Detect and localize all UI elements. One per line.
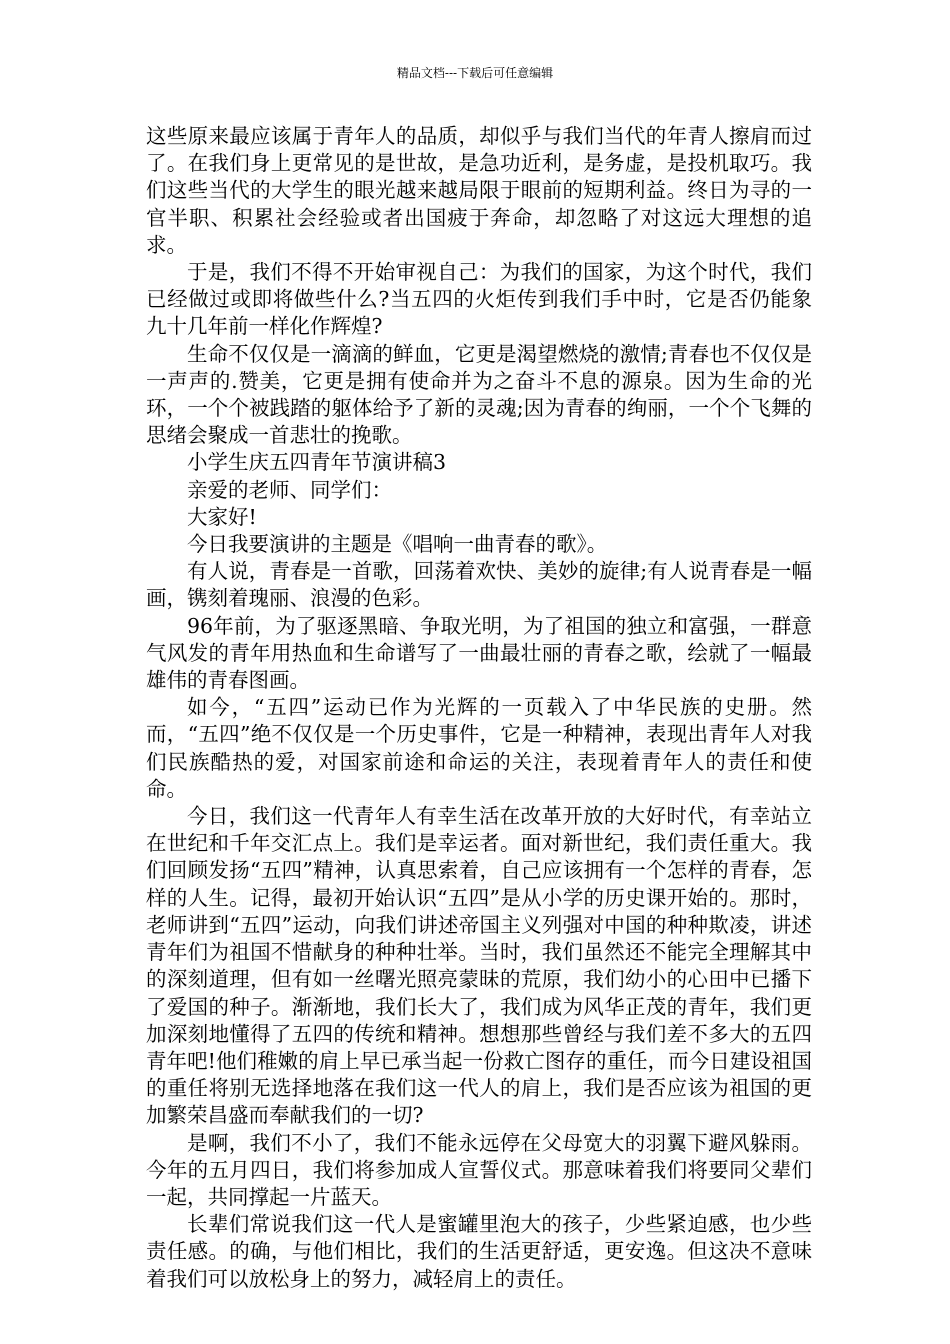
paragraph-elders: 长辈们常说我们这一代人是蜜罐里泡大的孩子，少些紧迫感，也少些责任感。的确，与他们相比，我们的生活更舒适，更安逸。但这决不意味着我们可以放松身上的努力，减轻肩上的责任。 bbox=[146, 1212, 812, 1291]
document-body bbox=[146, 123, 812, 1293]
paragraph-topic: 今日我要演讲的主题是《唱响一曲青春的歌》。 bbox=[187, 532, 608, 557]
speech-title: 小学生庆五四青年节演讲稿3 bbox=[187, 450, 447, 475]
page-header: 精品文档---下载后可任意编辑 bbox=[396, 66, 554, 80]
paragraph-may-fourth: 如今，“五四”运动已作为光辉的一页载入了中华民族的史册。然而，“五四”绝不仅仅是一个历史事件，它是一种精神，表现出青年人对我们民族酷热的爱，对国家前途和命运的关注，表现着青年人的责任和使命。 bbox=[146, 695, 812, 801]
paragraph-youth-song: 有人说，青春是一首歌，回荡着欢快、美妙的旋律;有人说青春是一幅画，镌刻着瑰丽、浪漫的色彩。 bbox=[146, 559, 812, 611]
paragraph-2: 于是，我们不得不开始审视自己：为我们的国家，为这个时代，我们已经做过或即将做些什么?当五四的火炬传到我们手中时，它是否仍能象九十几年前一样化作辉煌? bbox=[146, 260, 812, 339]
paragraph-3: 生命不仅仅是一滴滴的鲜血，它更是渴望燃烧的激情;青春也不仅仅是一声声的.赞美，它更是拥有使命并为之奋斗不息的源泉。因为生命的光环，一个个被践踏的躯体给予了新的灵魂;因为青春的绚丽，一个个飞舞的思绪会聚成一首悲壮的挽歌。 bbox=[146, 341, 812, 448]
paragraph-1: 这些原来最应该属于青年人的品质，却似乎与我们当代的年青人擦肩而过了。在我们身上更常见的是世故，是急功近利，是务虚，是投机取巧。我们这些当代的大学生的眼光越来越局限于眼前的短期利益。终日为寻的一官半职、积累社会经验或者出国疲于奔命，却忽略了对这远大理想的追求。 bbox=[146, 124, 812, 257]
paragraph-today: 今日，我们这一代青年人有幸生活在改革开放的大好时代，有幸站立在世纪和千年交汇点上。我们是幸运者。面对新世纪，我们责任重大。我们回顾发扬“五四”精神，认真思索着，自己应该拥有一个怎样的青春，怎样的人生。记得，最初开始认识“五四”是从小学的历史课开始的。那时，老师讲到“五四”运动，向我们讲述帝国主义列强对中国的种种欺凌，讲述青年们为祖国不惜献身的种种壮举。当时，我们虽然还不能完全理解其中的深刻道理，但有如一丝曙光照亮蒙昧的荒原，我们幼小的心田中已播下了爱国的种子。渐渐地，我们长大了，我们成为风华正茂的青年，我们更加深刻地懂得了五四的传统和精神。想想那些曾经与我们差不多大的五四青年吧!他们稚嫩的肩上早已承当起一份救亡图存的重任，而今日建设祖国的重任将别无选择地落在我们这一代人的肩上，我们是否应该为祖国的更加繁荣昌盛而奉献我们的一切? bbox=[146, 804, 812, 1128]
greeting: 大家好! bbox=[187, 504, 257, 529]
salutation: 亲爱的老师、同学们： bbox=[187, 477, 392, 502]
paragraph-96-years: 96年前，为了驱逐黑暗、争取光明，为了祖国的独立和富强，一群意气风发的青年用热血和生命谱写了一曲最壮丽的青春之歌，绘就了一幅最雄伟的青春图画。 bbox=[146, 613, 812, 693]
paragraph-grown-up: 是啊，我们不小了，我们不能永远停在父母宽大的羽翼下避风躲雨。今年的五月四日，我们将参加成人宣誓仪式。那意味着我们将要同父辈们一起，共同撑起一片蓝天。 bbox=[146, 1130, 812, 1209]
